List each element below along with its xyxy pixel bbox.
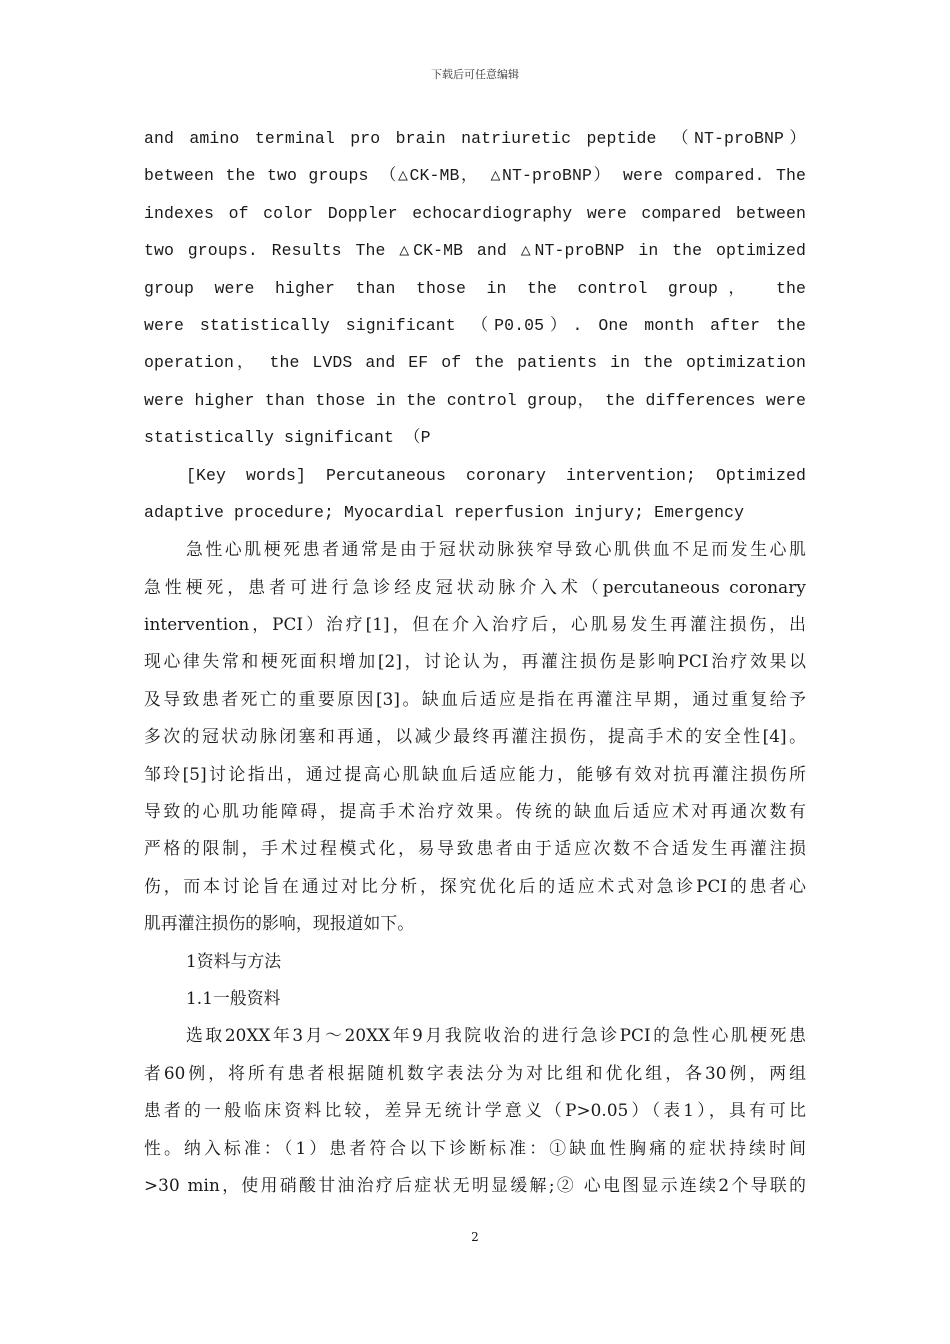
- text-line: between the two groups （△CK-MB， △NT-proBNP） were compared. The: [144, 166, 806, 186]
- text-line: 性。纳入标准：（1）患者符合以下诊断标准：①缺血性胸痛的症状持续时间: [144, 1137, 806, 1158]
- text-line: >30 min，使用硝酸甘油治疗后症状无明显缓解;② 心电图显示连续2个导联的: [144, 1174, 806, 1195]
- text-line: 伤，而本讨论旨在通过对比分析，探究优化后的适应术式对急诊PCI的患者心: [144, 875, 806, 896]
- text-line: 患者的一般临床资料比较，差异无统计学意义（P>0.05）（表1），具有可比: [144, 1100, 806, 1121]
- text-line: statistically significant （P: [144, 428, 431, 448]
- text-line: group were higher than those in the control group， the: [144, 278, 806, 298]
- text-line: 肌再灌注损伤的影响，现报道如下。: [144, 913, 415, 934]
- document-body: [144, 120, 806, 1204]
- text-line: and amino terminal pro brain natriuretic peptide （NT-proBNP）: [144, 129, 806, 148]
- text-line: 多次的冠状动脉闭塞和再通，以减少最终再灌注损伤，提高手术的安全性[4]。: [144, 726, 806, 747]
- page-header: 下载后可任意编辑: [431, 68, 519, 81]
- text-line: 及导致患者死亡的重要原因[3]。缺血后适应是指在再灌注早期，通过重复给予: [144, 688, 806, 709]
- text-line: 1资料与方法: [186, 950, 282, 971]
- text-line: 严格的限制，手术过程模式化，易导致患者由于适应次数不合适发生再灌注损: [144, 838, 806, 859]
- text-line: 者60例，将所有患者根据随机数字表法分为对比组和优化组，各30例，两组: [144, 1062, 806, 1083]
- text-line: indexes of color Doppler echocardiography were compared between: [144, 203, 806, 223]
- page-number: 2: [471, 1230, 479, 1244]
- text-line: 导致的心肌功能障碍，提高手术治疗效果。传统的缺血后适应术对再通次数有: [144, 801, 806, 822]
- text-line: [Key words] Percutaneous coronary intervention; Optimized: [186, 465, 806, 485]
- text-line: operation， the LVDS and EF of the patients in the optimization: [144, 353, 806, 373]
- text-line: 急性心肌梗死患者通常是由于冠状动脉狭窄导致心肌供血不足而发生心肌: [186, 539, 806, 560]
- text-line: 选取20XX年3月～20XX年9月我院收治的进行急诊PCI的急性心肌梗死患: [186, 1025, 806, 1046]
- text-line: 1.1一般资料: [186, 987, 281, 1008]
- text-line: intervention，PCI）治疗[1]，但在介入治疗后，心肌易发生再灌注损伤，出: [144, 614, 806, 635]
- text-line: 急性梗死，患者可进行急诊经皮冠状动脉介入术（percutaneous coronary: [144, 576, 806, 597]
- text-line: adaptive procedure; Myocardial reperfusion injury; Emergency: [144, 502, 745, 522]
- text-line: 邹玲[5]讨论指出，通过提高心肌缺血后适应能力，能够有效对抗再灌注损伤所: [144, 763, 806, 784]
- text-line: 现心律失常和梗死面积增加[2]，讨论认为，再灌注损伤是影响PCI治疗效果以: [144, 651, 806, 672]
- text-line: were higher than those in the control group， the differences were: [144, 390, 806, 410]
- text-line: two groups. Results The △CK-MB and △NT-proBNP in the optimized: [144, 241, 806, 261]
- text-line: were statistically significant （P0.05）. One month after the: [144, 315, 806, 335]
